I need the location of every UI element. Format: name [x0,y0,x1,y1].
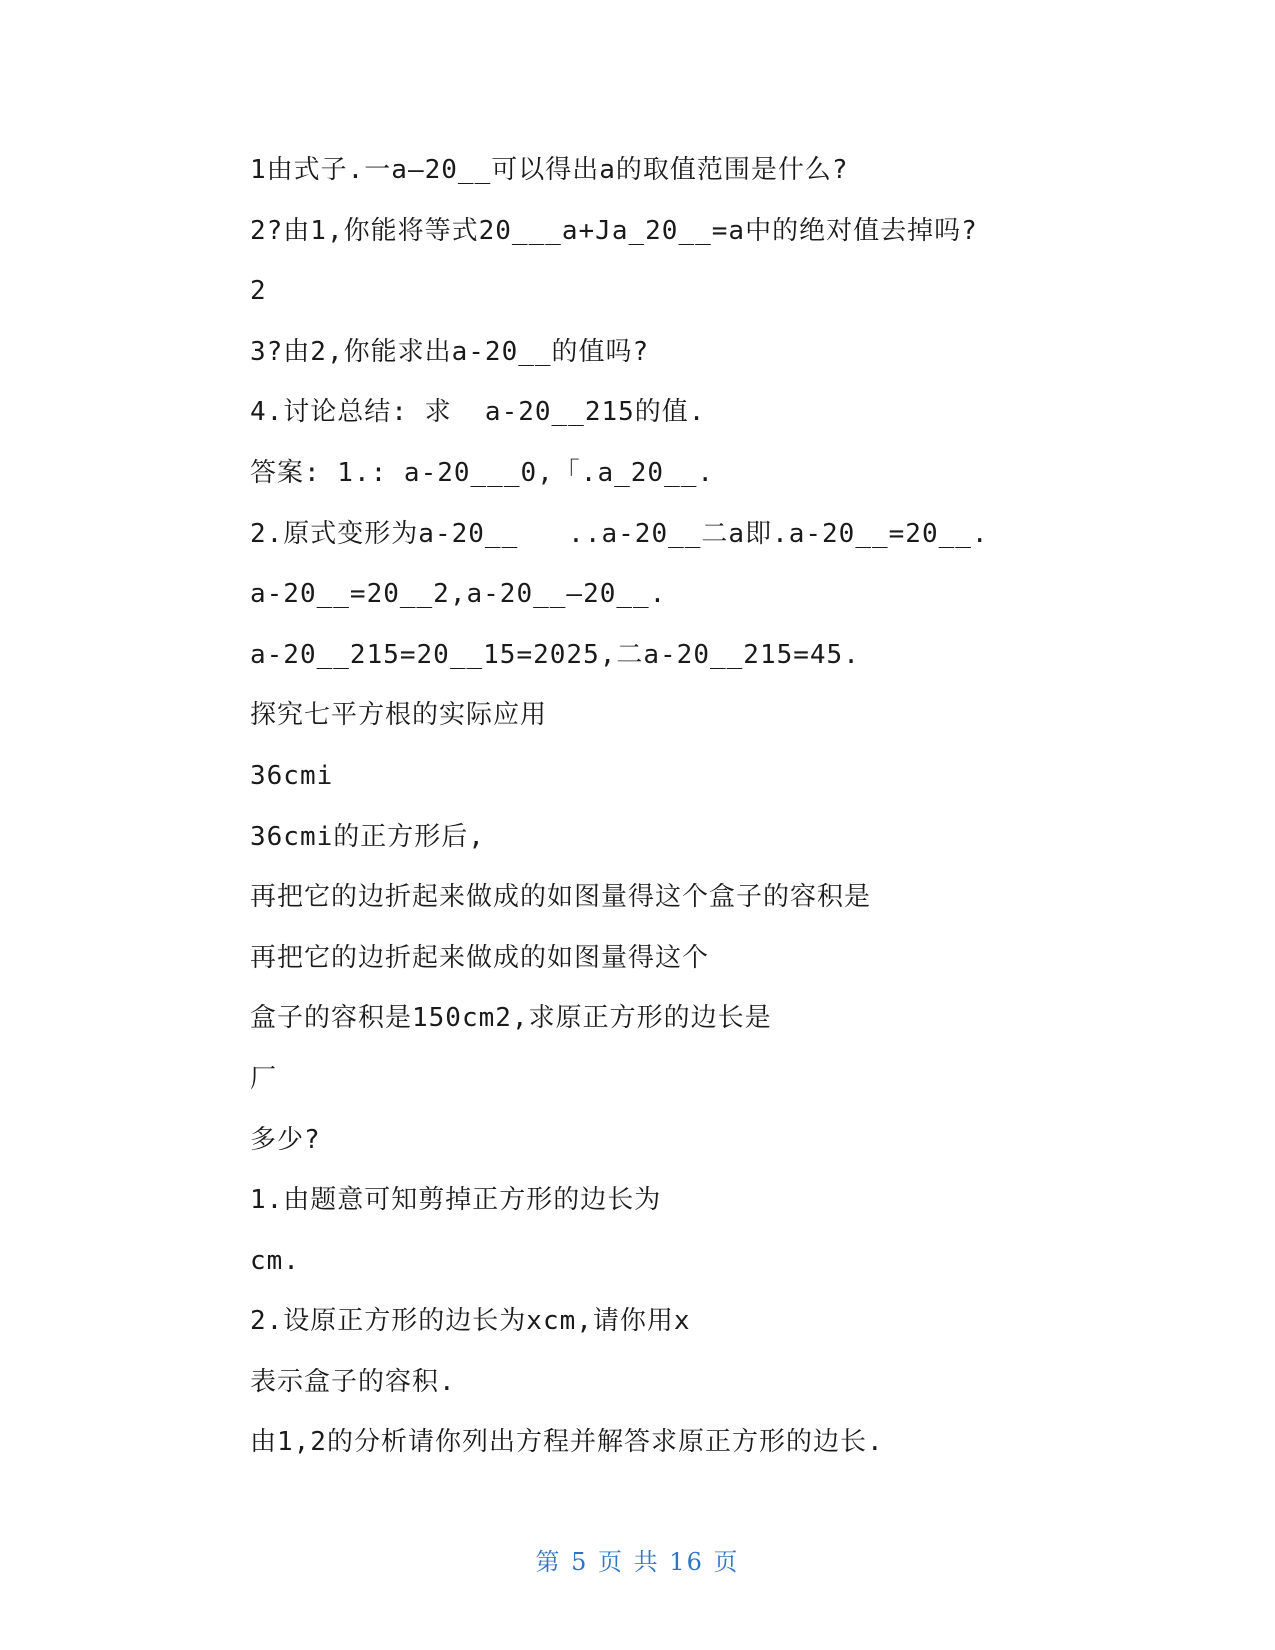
page-number-footer: 第 5 页 共 16 页 [535,1548,740,1576]
text-line: 多少? [250,1124,321,1155]
text-line: 3?由2,你能求出a-20__的值吗? [250,336,650,367]
document-body [250,148,1150,1481]
text-line: 盒子的容积是150cm2,求原正方形的边长是 [250,1003,772,1034]
text-line: 36cmi的正方形后, [250,821,485,852]
text-line: 再把它的边折起来做成的如图量得这个 [250,942,710,973]
text-line: 1.由题意可知剪掉正方形的边长为 [250,1185,662,1216]
text-line: 2.设原正方形的边长为xcm,请你用x [250,1306,691,1337]
text-line: 厂 [250,1063,278,1094]
section-heading: 探究七平方根的实际应用 [250,700,548,731]
text-line: 36cmi [250,760,334,791]
text-line: 表示盒子的容积. [250,1366,456,1397]
text-line: 2?由1,你能将等式20___a+Ja_20__=a中的绝对值去掉吗? [250,215,978,246]
text-line: 再把它的边折起来做成的如图量得这个盒子的容积是 [250,882,872,913]
text-line: 4.讨论总结: 求 a-20__215的值. [250,397,706,428]
text-line: 2 [250,276,267,307]
text-line: 答案: 1.: a-20___0,「.a_20__. [250,457,715,488]
text-line: 2.原式变形为a-20__ ..a-20__二a即.a-20__=20__. [250,518,989,549]
text-line: a-20__=20__2,a-20__—20__. [250,579,667,610]
text-line: 1由式子.一a—20__可以得出a的取值范围是什么? [250,155,849,185]
text-line: a-20__215=20__15=2025,二a-20__215=45. [250,639,860,670]
text-line: 由1,2的分析请你列出方程并解答求原正方形的边长. [250,1427,884,1458]
text-line: cm. [250,1245,300,1276]
